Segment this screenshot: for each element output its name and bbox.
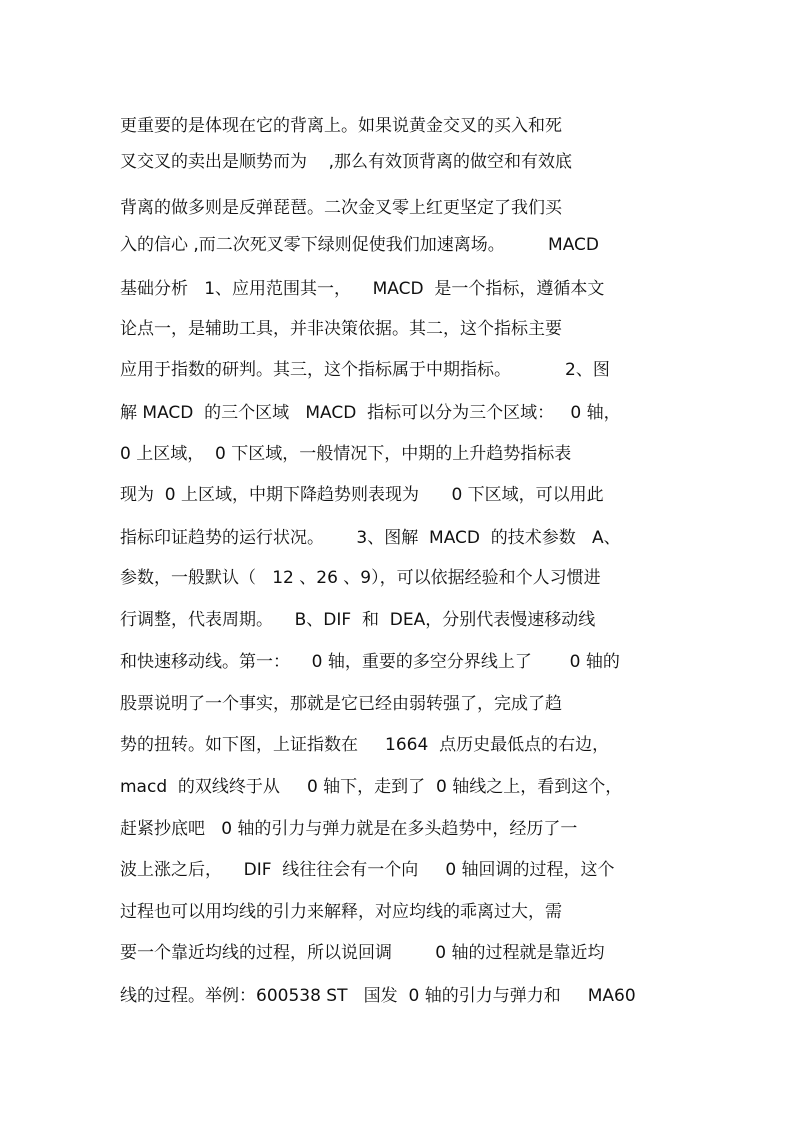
text-line: 线的过程。举例：600538 ST 国发 0 轴的引力与弹力和 MA60 bbox=[120, 986, 636, 1006]
text-line: 更重要的是体现在它的背离上。如果说黄金交叉的买入和死 bbox=[120, 116, 562, 136]
text-line: 解 MACD 的三个区域 MACD 指标可以分为三个区域： 0 轴， bbox=[120, 403, 621, 423]
text-line: 赶紧抄底吧 0 轴的引力与弹力就是在多头趋势中，经历了一 bbox=[120, 819, 578, 839]
text-line: 参数，一般默认（ 12 、26 、9），可以依据经验和个人习惯进 bbox=[120, 568, 601, 588]
text-line: 指标印证趋势的运行状况。 3、图解 MACD 的技术参数 A、 bbox=[120, 528, 621, 548]
text-line: macd 的双线终于从 0 轴下，走到了 0 轴线之上，看到这个， bbox=[120, 777, 623, 797]
text-line: 应用于指数的研判。其三，这个指标属于中期指标。 2、图 bbox=[120, 360, 610, 380]
text-line: 叉交叉的卖出是顺势而为 ,那么有效顶背离的做空和有效底 bbox=[120, 152, 573, 172]
text-line: 过程也可以用均线的引力来解释，对应均线的乖离过大，需 bbox=[120, 902, 562, 922]
text-line: 0 上区域， 0 下区域，一般情况下，中期的上升趋势指标表 bbox=[120, 444, 572, 464]
text-line: 现为 0 上区域，中期下降趋势则表现为 0 下区域，可以用此 bbox=[120, 485, 604, 505]
text-line: 股票说明了一个事实，那就是它已经由弱转强了，完成了趋 bbox=[120, 694, 562, 714]
text-line: 基础分析 1、应用范围其一， MACD 是一个指标，遵循本文 bbox=[120, 279, 605, 299]
text-line: 和快速移动线。第一： 0 轴，重要的多空分界线上了 0 轴的 bbox=[120, 652, 620, 672]
text-line: 波上涨之后， DIF 线往往会有一个向 0 轴回调的过程，这个 bbox=[120, 860, 615, 880]
text-line: 入的信心 ,而二次死叉零下绿则促使我们加速离场。 MACD bbox=[120, 235, 599, 255]
text-line: 背离的做多则是反弹琵琶。二次金叉零上红更坚定了我们买 bbox=[120, 198, 562, 218]
text-line: 要一个靠近均线的过程，所以说回调 0 轴的过程就是靠近均 bbox=[120, 943, 605, 963]
text-line: 行调整，代表周期。 B、DIF 和 DEA，分别代表慢速移动线 bbox=[120, 610, 596, 630]
text-line: 论点一，是辅助工具，并非决策依据。其二，这个指标主要 bbox=[120, 319, 562, 339]
text-line: 势的扭转。如下图，上证指数在 1664 点历史最低点的右边， bbox=[120, 735, 610, 755]
